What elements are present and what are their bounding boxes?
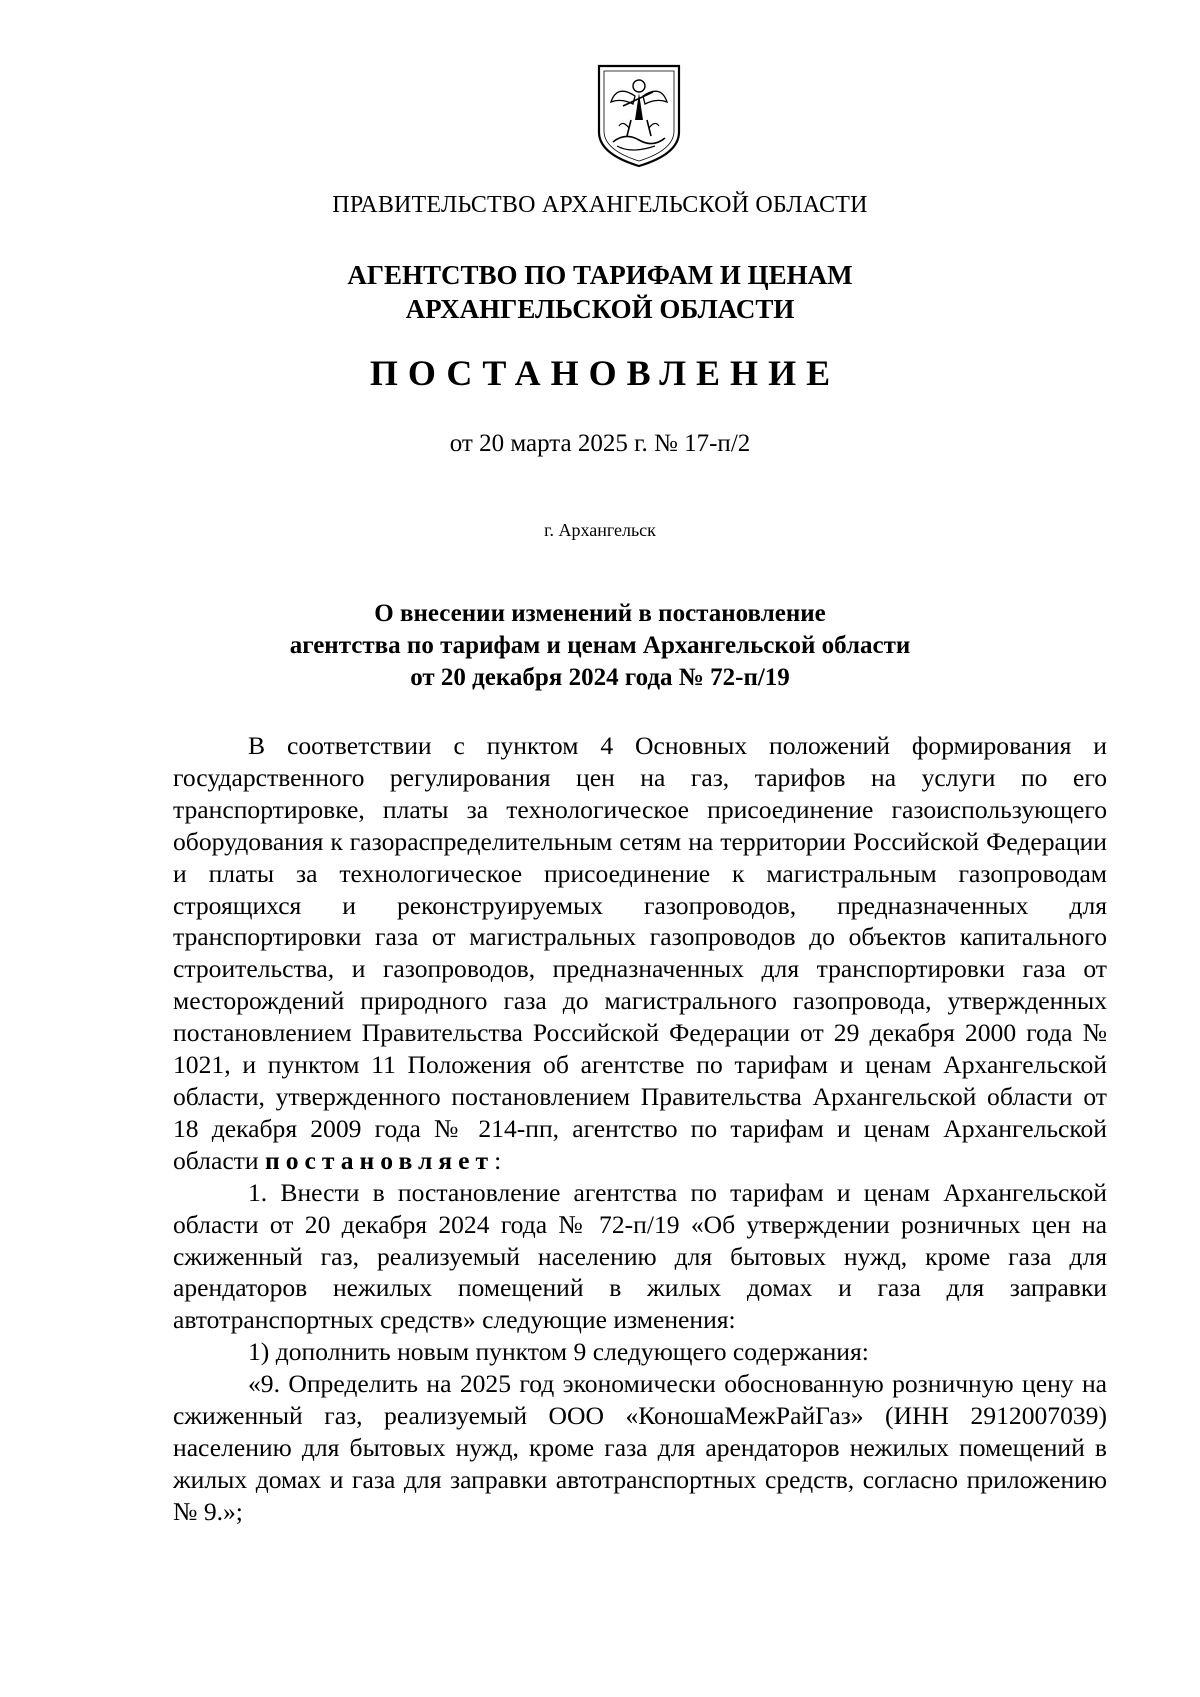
agency-name [0, 258, 1200, 326]
coat-of-arms-icon [595, 62, 683, 170]
government-name: ПРАВИТЕЛЬСТВО АРХАНГЕЛЬСКОЙ ОБЛАСТИ [332, 192, 868, 218]
agency-name-line-2: АРХАНГЕЛЬСКОЙ ОБЛАСТИ [405, 294, 795, 324]
preamble-text: В соответствии с пунктом 4 Основных положений формирования и государственного регулирования цен на газ, тарифов на услуги по его транспортировке, платы за технологическое присоединение газоиспользующего оборудования к газораспределительным сетям на территории Российской Федерации и платы за технологическое присоединение к магистральным газопроводам строящихся и реконструируемых газопроводов, предназначенных для транспортировки газа от магистральных газопроводов до объектов капитального строительства, и газопроводов, предназначенных для транспортировки газа от месторождений природного газа до магистрального газопровода, утвержденных постановлением Правительства Российской Федерации от 29 декабря 2000 года № 1021, и пунктом 11 Положения об агентстве по тарифам и ценам Архангельской области, утвержденного постановлением Правительства Архангельской области от 18 декабря 2009 года № 214-пп, агентство по тарифам и ценам Архангельской области [173, 731, 1107, 1175]
preamble-paragraph [173, 730, 1107, 1177]
document-type-title: ПОСТАНОВЛЕНИЕ [369, 353, 841, 393]
subject-line-1: О внесении изменений в постановление [374, 600, 826, 627]
subject-line-2: агентства по тарифам и ценам Архангельской области [289, 632, 911, 659]
subject-line-3: от 20 декабря 2024 года № 72-п/19 [410, 664, 790, 691]
resolves-colon: : [494, 1145, 502, 1175]
issue-city: г. Архангельск [544, 520, 656, 540]
subitem-1-paragraph: 1) дополнить новым пунктом 9 следующего содержания: [248, 1337, 869, 1367]
resolves-word: постановляет [264, 1145, 495, 1175]
document-subject [0, 598, 1200, 694]
document-body [173, 730, 1107, 1528]
date-and-number: от 20 марта 2025 г. № 17-п/2 [449, 430, 751, 457]
item-1-paragraph: 1. Внести в постановление агентства по тарифам и ценам Архангельской области от 20 декабря 2024 года № 72-п/19 «Об утверждении розничных цен на сжиженный газ, реализуемый населению для бытовых нужд, кроме газа для арендаторов нежилых помещений в жилых домах и газа для заправки автотранспортных средств» следующие изменения: [173, 1177, 1107, 1335]
agency-name-line-1: АГЕНТСТВО ПО ТАРИФАМ И ЦЕНАМ [347, 260, 853, 290]
quoted-item-9-paragraph: «9. Определить на 2025 год экономически обоснованную розничную цену на сжиженный газ, реализуемый ООО «КоношаМежРайГаз» (ИНН 2912007039) населению для бытовых нужд, кроме газа для арендаторов нежилых помещений в жилых домах и газа для заправки автотранспортных средств, согласно приложению № 9.»; [173, 1369, 1107, 1526]
